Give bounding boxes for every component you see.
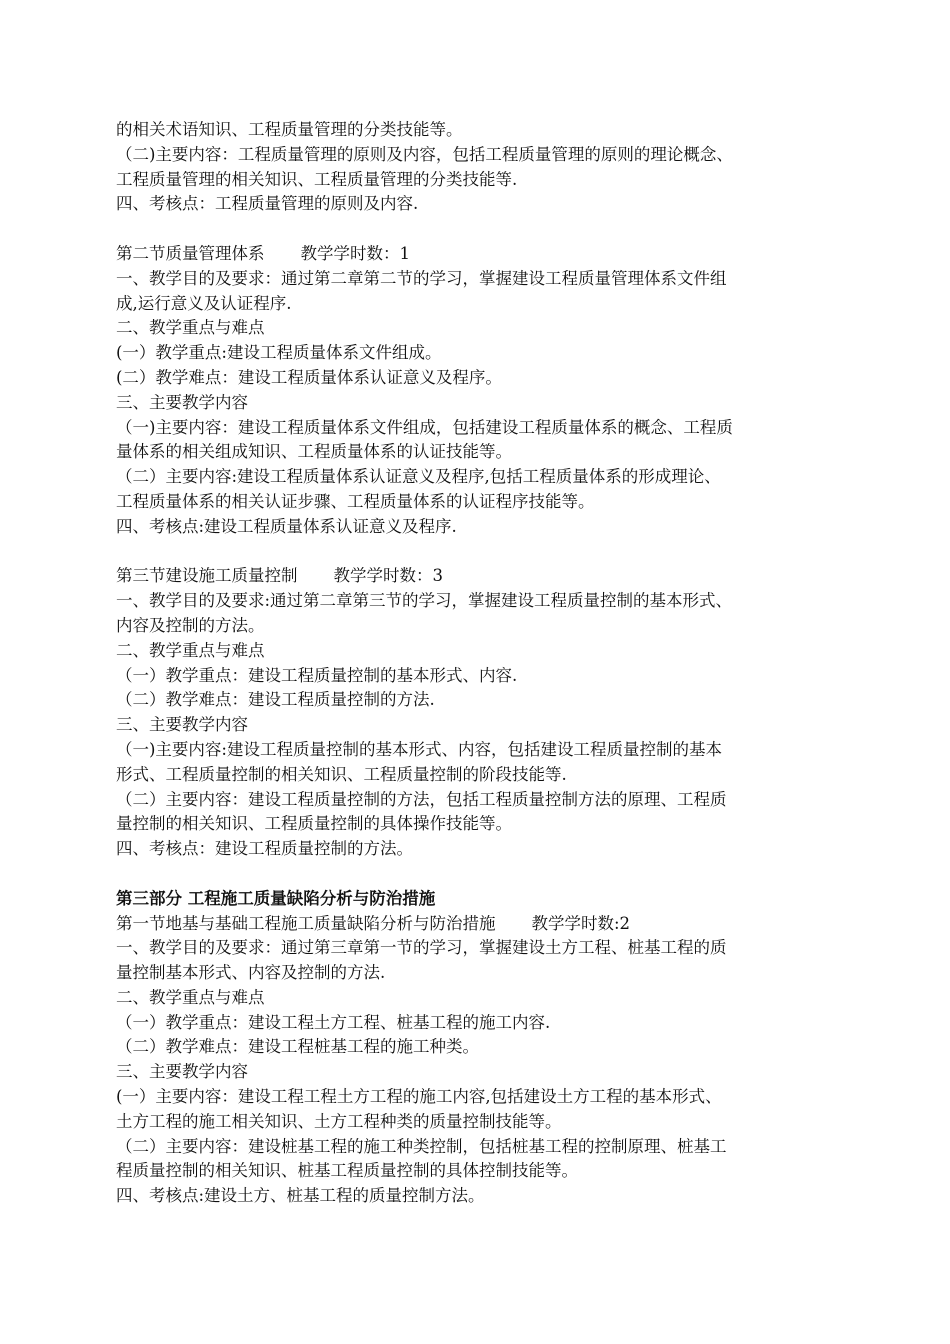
text-line: 量控制基本形式、内容及控制的方法. xyxy=(116,963,386,983)
section-hours: 教学学时数：1 xyxy=(300,243,410,263)
text-line: 成,运行意义及认证程序. xyxy=(116,293,292,313)
blank-line xyxy=(116,540,846,565)
text-line: 一、教学目的及要求：通过第二章第二节的学习，掌握建设工程质量管理体系文件组 xyxy=(116,268,727,288)
part-title: 第三部分 工程施工质量缺陷分析与防治措施 xyxy=(116,888,436,908)
text-line: 三、主要教学内容 xyxy=(116,1062,248,1082)
text-line: 程质量控制的相关知识、桩基工程质量控制的具体控制技能等。 xyxy=(116,1161,578,1181)
text-line: 四、考核点：工程质量管理的原则及内容. xyxy=(116,194,419,214)
text-line: 内容及控制的方法。 xyxy=(116,615,265,635)
text-line: 四、考核点:建设土方、桩基工程的质量控制方法。 xyxy=(116,1186,485,1206)
text-line: 工程质量管理的相关知识、工程质量管理的分类技能等. xyxy=(116,169,518,189)
text-line: 二、教学重点与难点 xyxy=(116,640,265,660)
section-hours: 教学学时数：3 xyxy=(333,566,443,586)
section-2 xyxy=(116,242,846,540)
text-line: 二、教学重点与难点 xyxy=(116,987,265,1007)
section-heading xyxy=(116,912,846,937)
text-line: (一）教学重点:建设工程质量体系文件组成。 xyxy=(116,343,442,363)
text-line: 量体系的相关组成知识、工程质量体系的认证技能等。 xyxy=(116,442,512,462)
blank-line xyxy=(116,862,846,887)
text-line: 一、教学目的及要求:通过第二章第三节的学习，掌握建设工程质量控制的基本形式、 xyxy=(116,591,733,611)
text-line: （二）教学难点：建设工程质量控制的方法. xyxy=(116,690,435,710)
text-line: （二）主要内容:建设工程质量体系认证意义及程序,包括工程质量体系的形成理论、 xyxy=(116,467,721,487)
section-heading xyxy=(116,242,846,267)
text-line: （一）教学重点：建设工程质量控制的基本形式、内容. xyxy=(116,665,518,685)
text-line: 工程质量体系的相关认证步骤、工程质量体系的认证程序技能等。 xyxy=(116,491,595,511)
section-4 xyxy=(116,912,846,1210)
text-line: 土方工程的施工相关知识、土方工程种类的质量控制技能等。 xyxy=(116,1111,562,1131)
section-title: 第三节建设施工质量控制 xyxy=(116,566,298,586)
text-line: (一）主要内容：建设工程工程土方工程的施工内容,包括建设土方工程的基本形式、 xyxy=(116,1087,722,1107)
text-line: （二）主要内容：建设桩基工程的施工种类控制，包括桩基工程的控制原理、桩基工 xyxy=(116,1136,727,1156)
text-line: (二）教学难点：建设工程质量体系认证意义及程序。 xyxy=(116,367,502,387)
section-title: 第二节质量管理体系 xyxy=(116,243,265,263)
section-3 xyxy=(116,564,846,862)
blank-line xyxy=(116,217,846,242)
text-line: 形式、工程质量控制的相关知识、工程质量控制的阶段技能等. xyxy=(116,764,567,784)
text-line: （一)主要内容:建设工程质量控制的基本形式、内容，包括建设工程质量控制的基本 xyxy=(116,739,722,759)
text-line: 的相关术语知识、工程质量管理的分类技能等。 xyxy=(116,120,463,139)
text-line: 二、教学重点与难点 xyxy=(116,318,265,338)
text-line: （一)主要内容：建设工程质量体系文件组成，包括建设工程质量体系的概念、工程质 xyxy=(116,417,733,437)
text-line: 量控制的相关知识、工程质量控制的具体操作技能等。 xyxy=(116,814,512,834)
text-line: （二)主要内容：工程质量管理的原则及内容，包括工程质量管理的原则的理论概念、 xyxy=(116,144,733,164)
section-title: 第一节地基与基础工程施工质量缺陷分析与防治措施 xyxy=(116,913,496,933)
text-line: 三、主要教学内容 xyxy=(116,392,248,412)
section-hours: 教学学时数:2 xyxy=(531,913,631,933)
part-3 xyxy=(116,887,846,1209)
text-line: （一）教学重点：建设工程土方工程、桩基工程的施工内容. xyxy=(116,1012,551,1032)
continued-section xyxy=(116,118,846,217)
text-line: 三、主要教学内容 xyxy=(116,715,248,735)
text-line: （二）教学难点：建设工程桩基工程的施工种类。 xyxy=(116,1037,479,1057)
text-line: 四、考核点：建设工程质量控制的方法。 xyxy=(116,839,413,859)
text-line: 一、教学目的及要求：通过第三章第一节的学习，掌握建设土方工程、桩基工程的质 xyxy=(116,938,727,958)
text-line: （二）主要内容：建设工程质量控制的方法，包括工程质量控制方法的原理、工程质 xyxy=(116,789,727,809)
section-heading xyxy=(116,564,846,589)
document-page xyxy=(116,118,846,1209)
text-line: 四、考核点:建设工程质量体系认证意义及程序. xyxy=(116,516,457,536)
